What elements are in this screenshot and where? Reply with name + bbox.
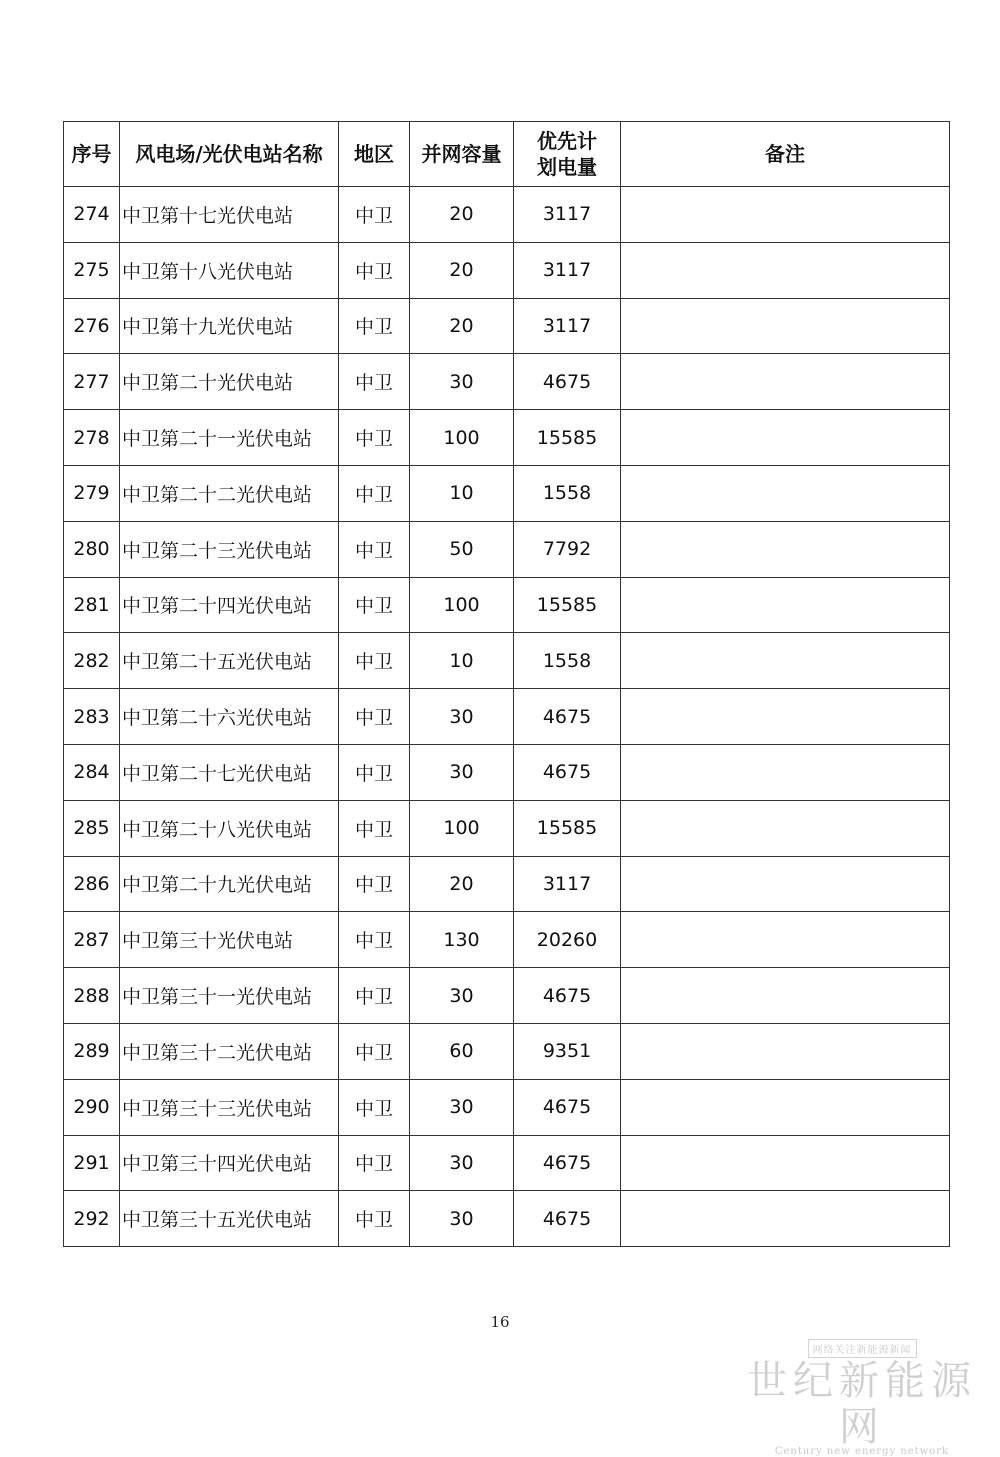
- cell-station-name: 中卫第三十三光伏电站: [120, 1079, 339, 1135]
- cell-priority-plan-energy: 4675: [514, 968, 621, 1024]
- table-row: [64, 242, 950, 298]
- cell-remark: [621, 410, 950, 466]
- cell-remark: [621, 689, 950, 745]
- cell-station-name: 中卫第三十四光伏电站: [120, 1135, 339, 1191]
- cell-region: 中卫: [339, 689, 410, 745]
- cell-station-name: 中卫第二十五光伏电站: [120, 633, 339, 689]
- cell-index: 279: [64, 465, 120, 521]
- table-row: [64, 410, 950, 466]
- cell-remark: [621, 912, 950, 968]
- cell-grid-capacity: 30: [410, 744, 514, 800]
- table-header-row: [64, 122, 950, 187]
- cell-station-name: 中卫第三十一光伏电站: [120, 968, 339, 1024]
- cell-station-name: 中卫第三十二光伏电站: [120, 1023, 339, 1079]
- cell-region: 中卫: [339, 577, 410, 633]
- cell-index: 290: [64, 1079, 120, 1135]
- cell-region: 中卫: [339, 1135, 410, 1191]
- cell-remark: [621, 354, 950, 410]
- cell-station-name: 中卫第二十二光伏电站: [120, 465, 339, 521]
- cell-region: 中卫: [339, 912, 410, 968]
- cell-index: 285: [64, 800, 120, 856]
- cell-index: 283: [64, 689, 120, 745]
- cell-region: 中卫: [339, 800, 410, 856]
- cell-remark: [621, 187, 950, 243]
- cell-grid-capacity: 30: [410, 1191, 514, 1247]
- table-row: [64, 1191, 950, 1247]
- cell-grid-capacity: 30: [410, 354, 514, 410]
- cell-region: 中卫: [339, 410, 410, 466]
- header-remark: 备注: [621, 122, 950, 187]
- cell-grid-capacity: 10: [410, 633, 514, 689]
- cell-station-name: 中卫第三十五光伏电站: [120, 1191, 339, 1247]
- cell-index: 278: [64, 410, 120, 466]
- cell-region: 中卫: [339, 354, 410, 410]
- cell-priority-plan-energy: 4675: [514, 744, 621, 800]
- cell-station-name: 中卫第二十四光伏电站: [120, 577, 339, 633]
- cell-region: 中卫: [339, 1191, 410, 1247]
- table-row: [64, 968, 950, 1024]
- page-number: 16: [490, 1313, 510, 1331]
- cell-grid-capacity: 30: [410, 1135, 514, 1191]
- cell-grid-capacity: 20: [410, 856, 514, 912]
- table-row: [64, 912, 950, 968]
- cell-index: 284: [64, 744, 120, 800]
- cell-station-name: 中卫第三十光伏电站: [120, 912, 339, 968]
- header-region: 地区: [339, 122, 410, 187]
- table-row: [64, 298, 950, 354]
- table-body: [64, 187, 950, 1247]
- cell-index: 289: [64, 1023, 120, 1079]
- table-row: [64, 577, 950, 633]
- cell-grid-capacity: 20: [410, 242, 514, 298]
- cell-region: 中卫: [339, 298, 410, 354]
- cell-priority-plan-energy: 1558: [514, 633, 621, 689]
- cell-grid-capacity: 50: [410, 521, 514, 577]
- cell-index: 291: [64, 1135, 120, 1191]
- cell-index: 286: [64, 856, 120, 912]
- cell-remark: [621, 1023, 950, 1079]
- table-row: [64, 689, 950, 745]
- cell-grid-capacity: 20: [410, 187, 514, 243]
- cell-remark: [621, 800, 950, 856]
- table-row: [64, 521, 950, 577]
- header-grid-capacity: 并网容量: [410, 122, 514, 187]
- cell-remark: [621, 1135, 950, 1191]
- watermark-sub-text: Century new energy network: [774, 1446, 950, 1457]
- cell-grid-capacity: 100: [410, 800, 514, 856]
- site-watermark: [742, 1338, 982, 1457]
- header-index: 序号: [64, 122, 120, 187]
- cell-index: 280: [64, 521, 120, 577]
- cell-priority-plan-energy: 4675: [514, 689, 621, 745]
- cell-priority-plan-energy: 20260: [514, 912, 621, 968]
- cell-priority-plan-energy: 4675: [514, 1191, 621, 1247]
- cell-remark: [621, 298, 950, 354]
- cell-station-name: 中卫第十七光伏电站: [120, 187, 339, 243]
- cell-priority-plan-energy: 4675: [514, 1079, 621, 1135]
- cell-index: 282: [64, 633, 120, 689]
- cell-remark: [621, 633, 950, 689]
- cell-region: 中卫: [339, 856, 410, 912]
- cell-index: 276: [64, 298, 120, 354]
- cell-remark: [621, 521, 950, 577]
- cell-grid-capacity: 30: [410, 689, 514, 745]
- cell-remark: [621, 744, 950, 800]
- watermark-top-text: 网络关注新能源新闻: [808, 1339, 917, 1358]
- table-row: [64, 1135, 950, 1191]
- table-row: [64, 465, 950, 521]
- cell-priority-plan-energy: 15585: [514, 410, 621, 466]
- cell-grid-capacity: 60: [410, 1023, 514, 1079]
- cell-priority-plan-energy: 3117: [514, 298, 621, 354]
- cell-priority-plan-energy: 3117: [514, 856, 621, 912]
- cell-index: 281: [64, 577, 120, 633]
- station-table-container: [63, 121, 949, 1247]
- cell-station-name: 中卫第十九光伏电站: [120, 298, 339, 354]
- header-station-name: 风电场/光伏电站名称: [120, 122, 339, 187]
- cell-grid-capacity: 130: [410, 912, 514, 968]
- table-row: [64, 1079, 950, 1135]
- station-table: [63, 121, 950, 1247]
- cell-priority-plan-energy: 4675: [514, 1135, 621, 1191]
- cell-station-name: 中卫第二十三光伏电站: [120, 521, 339, 577]
- cell-priority-plan-energy: 15585: [514, 577, 621, 633]
- table-row: [64, 354, 950, 410]
- cell-grid-capacity: 20: [410, 298, 514, 354]
- cell-priority-plan-energy: 9351: [514, 1023, 621, 1079]
- cell-priority-plan-energy: 3117: [514, 187, 621, 243]
- cell-station-name: 中卫第二十一光伏电站: [120, 410, 339, 466]
- cell-region: 中卫: [339, 1023, 410, 1079]
- cell-index: 292: [64, 1191, 120, 1247]
- cell-remark: [621, 1079, 950, 1135]
- cell-remark: [621, 465, 950, 521]
- cell-index: 277: [64, 354, 120, 410]
- cell-station-name: 中卫第二十七光伏电站: [120, 744, 339, 800]
- cell-station-name: 中卫第二十光伏电站: [120, 354, 339, 410]
- header-priority-plan-energy: 优先计划电量: [514, 122, 621, 187]
- cell-priority-plan-energy: 3117: [514, 242, 621, 298]
- cell-region: 中卫: [339, 1079, 410, 1135]
- cell-region: 中卫: [339, 521, 410, 577]
- cell-remark: [621, 1191, 950, 1247]
- cell-region: 中卫: [339, 242, 410, 298]
- cell-priority-plan-energy: 15585: [514, 800, 621, 856]
- cell-index: 287: [64, 912, 120, 968]
- cell-region: 中卫: [339, 744, 410, 800]
- cell-station-name: 中卫第十八光伏电站: [120, 242, 339, 298]
- cell-remark: [621, 577, 950, 633]
- table-row: [64, 187, 950, 243]
- cell-station-name: 中卫第二十九光伏电站: [120, 856, 339, 912]
- table-row: [64, 633, 950, 689]
- cell-grid-capacity: 30: [410, 968, 514, 1024]
- cell-grid-capacity: 10: [410, 465, 514, 521]
- table-row: [64, 856, 950, 912]
- cell-priority-plan-energy: 1558: [514, 465, 621, 521]
- table-row: [64, 800, 950, 856]
- cell-remark: [621, 242, 950, 298]
- cell-region: 中卫: [339, 968, 410, 1024]
- watermark-main-text: 世纪新能源网: [747, 1358, 977, 1450]
- cell-region: 中卫: [339, 465, 410, 521]
- cell-index: 288: [64, 968, 120, 1024]
- cell-region: 中卫: [339, 633, 410, 689]
- cell-priority-plan-energy: 7792: [514, 521, 621, 577]
- cell-region: 中卫: [339, 187, 410, 243]
- cell-remark: [621, 968, 950, 1024]
- cell-station-name: 中卫第二十八光伏电站: [120, 800, 339, 856]
- cell-grid-capacity: 100: [410, 410, 514, 466]
- table-row: [64, 1023, 950, 1079]
- cell-grid-capacity: 100: [410, 577, 514, 633]
- cell-priority-plan-energy: 4675: [514, 354, 621, 410]
- cell-index: 274: [64, 187, 120, 243]
- cell-index: 275: [64, 242, 120, 298]
- cell-remark: [621, 856, 950, 912]
- table-row: [64, 744, 950, 800]
- cell-grid-capacity: 30: [410, 1079, 514, 1135]
- cell-station-name: 中卫第二十六光伏电站: [120, 689, 339, 745]
